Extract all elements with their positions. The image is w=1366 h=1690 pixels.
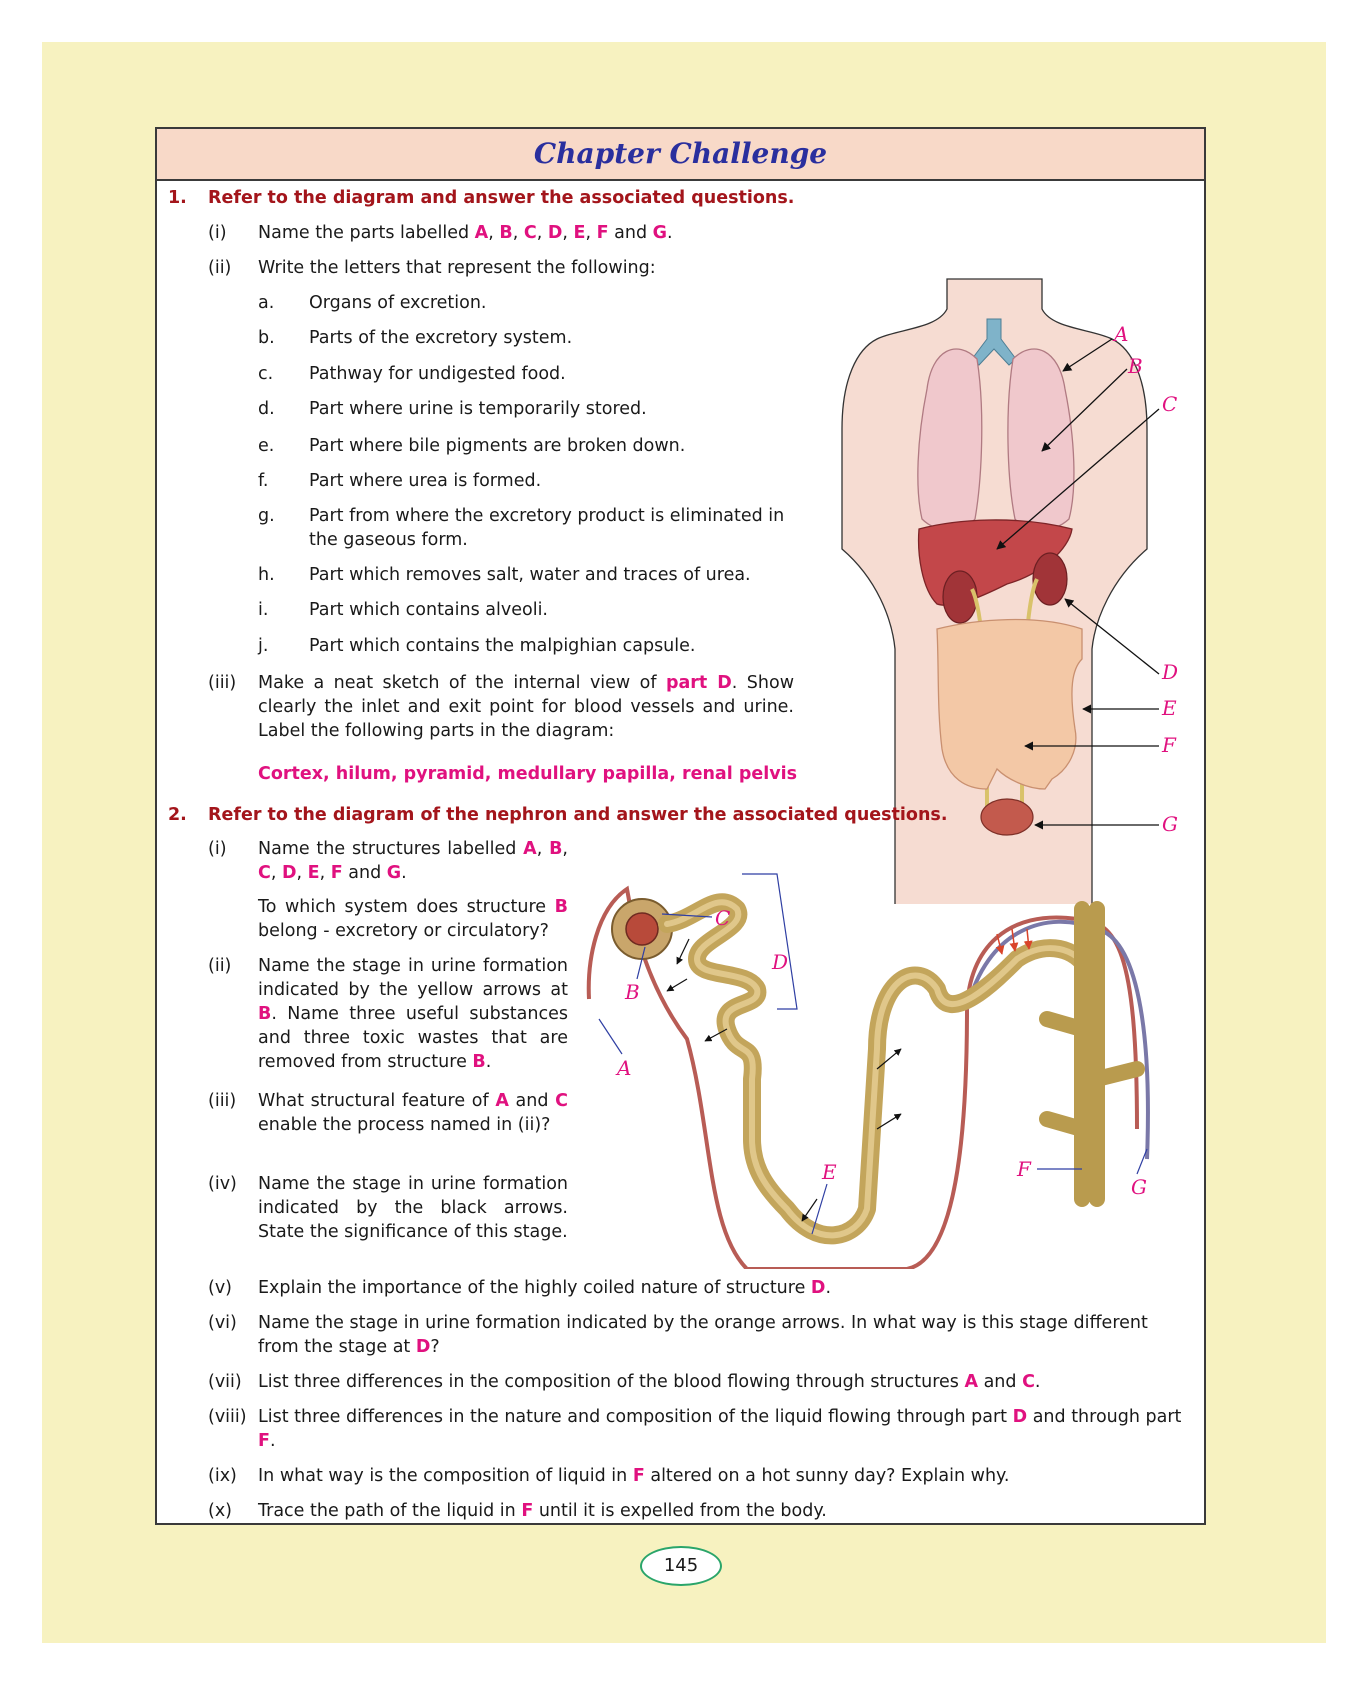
sub-item-letter: i. bbox=[258, 600, 269, 620]
left-kidney bbox=[943, 571, 977, 623]
page-title: Chapter Challenge bbox=[533, 137, 828, 170]
sub-item-letter: e. bbox=[258, 436, 275, 456]
sub-item-text: Part from where the excretory product is eliminated in the gaseous form. bbox=[309, 506, 785, 550]
q2-viii-text: List three differences in the nature and composition of the liquid flowing through part D and through part F. bbox=[258, 1407, 1182, 1451]
body-label-a: A bbox=[1114, 322, 1129, 346]
black-arrow bbox=[802, 1199, 817, 1221]
q2-ix-number: (ix) bbox=[208, 1466, 237, 1486]
q2-i-followup: To which system does structure B belong - excretory or circulatory? bbox=[258, 897, 568, 941]
sub-item-letter: a. bbox=[258, 293, 275, 313]
nephron-label-c: C bbox=[715, 906, 731, 930]
q2-ii-text: Name the stage in urine formation indicated by the yellow arrows at B. Name three useful substances and three toxic wastes that are removed from structure B. bbox=[258, 956, 568, 1072]
nephron-pointer-a bbox=[599, 1019, 622, 1054]
sub-item-text: Part where urine is temporarily stored. bbox=[309, 399, 647, 419]
nephron-label-b: B bbox=[625, 980, 640, 1004]
body-label-f: F bbox=[1162, 733, 1176, 757]
black-arrow bbox=[667, 979, 687, 991]
q1-number: 1. bbox=[168, 188, 187, 208]
nephron-label-f: F bbox=[1017, 1157, 1031, 1181]
q2-viii-number: (viii) bbox=[208, 1407, 247, 1427]
q2-i-text: Name the structures labelled A, B, C, D, E, F and G. bbox=[258, 839, 568, 883]
q2-iv-number: (iv) bbox=[208, 1174, 237, 1194]
body-label-e: E bbox=[1162, 696, 1177, 720]
q2-v-number: (v) bbox=[208, 1278, 233, 1298]
body-label-g: G bbox=[1162, 812, 1178, 836]
chapter-challenge-box bbox=[155, 127, 1206, 1525]
sub-item-letter: j. bbox=[258, 636, 269, 656]
q1-prompt: Refer to the diagram and answer the associated questions. bbox=[208, 188, 795, 208]
sub-item-text: Parts of the excretory system. bbox=[309, 328, 573, 348]
sub-item-text: Part which contains the malpighian capsule. bbox=[309, 636, 696, 656]
sub-item-text: Part which contains alveoli. bbox=[309, 600, 548, 620]
q2-ii-number: (ii) bbox=[208, 956, 232, 976]
q2-iv-text: Name the stage in urine formation indicated by the black arrows. State the significance of this stage. bbox=[258, 1174, 568, 1242]
q2-number: 2. bbox=[168, 805, 187, 825]
sub-item-letter: g. bbox=[258, 506, 275, 526]
sub-item-letter: f. bbox=[258, 471, 269, 491]
orange-arrow bbox=[1012, 929, 1015, 951]
q2-vi-number: (vi) bbox=[208, 1313, 237, 1333]
sub-item-text: Organs of excretion. bbox=[309, 293, 487, 313]
nephron-label-g: G bbox=[1131, 1175, 1147, 1199]
q2-x-text: Trace the path of the liquid in F until it is expelled from the body. bbox=[258, 1501, 827, 1521]
q2-v-text: Explain the importance of the highly coiled nature of structure D. bbox=[258, 1278, 832, 1298]
body-label-b: B bbox=[1128, 354, 1143, 378]
q2-vi-text: Name the stage in urine formation indicated by the orange arrows. In what way is this stage different from the stage at D? bbox=[258, 1313, 1148, 1357]
excretory-system-diagram bbox=[837, 189, 1207, 904]
nephron-pointer-g bbox=[1137, 1149, 1147, 1174]
q1-i-text: Name the parts labelled A, B, C, D, E, F and G. bbox=[258, 223, 673, 243]
sub-item-letter: b. bbox=[258, 328, 275, 348]
q2-prompt: Refer to the diagram of the nephron and answer the associated questions. bbox=[208, 805, 948, 825]
nephron-diagram bbox=[577, 829, 1177, 1269]
sub-item-letter: c. bbox=[258, 364, 274, 384]
title-bar bbox=[157, 129, 1204, 181]
q1-ii-number: (ii) bbox=[208, 258, 232, 278]
sub-item-text: Pathway for undigested food. bbox=[309, 364, 566, 384]
q2-vii-text: List three differences in the composition of the blood flowing through structures A and C. bbox=[258, 1372, 1041, 1392]
page-number: 145 bbox=[640, 1546, 722, 1586]
q2-i-number: (i) bbox=[208, 839, 227, 859]
sub-item-letter: d. bbox=[258, 399, 275, 419]
sub-item-text: Part which removes salt, water and traces of urea. bbox=[309, 565, 751, 585]
body-label-c: C bbox=[1162, 392, 1178, 416]
q1-iii-parts-list: Cortex, hilum, pyramid, medullary papilla, renal pelvis bbox=[258, 764, 798, 784]
large-intestine bbox=[937, 620, 1082, 789]
q1-ii-text: Write the letters that represent the following: bbox=[258, 258, 656, 278]
nephron-label-d: D bbox=[772, 950, 789, 974]
nephron-label-e: E bbox=[822, 1160, 837, 1184]
q1-i-number: (i) bbox=[208, 223, 227, 243]
q2-iii-text: What structural feature of A and C enable the process named in (ii)? bbox=[258, 1091, 568, 1135]
q1-iii-text: Make a neat sketch of the internal view of part D. Show clearly the inlet and exit point for blood vessels and urine. Label the following parts in the diagram: bbox=[258, 673, 795, 741]
right-kidney bbox=[1033, 553, 1067, 605]
q2-x-number: (x) bbox=[208, 1501, 233, 1521]
q1-iii-number: (iii) bbox=[208, 673, 237, 693]
q2-iii-number: (iii) bbox=[208, 1091, 237, 1111]
body-label-d: D bbox=[1162, 660, 1179, 684]
sub-item-text: Part where urea is formed. bbox=[309, 471, 542, 491]
q2-ix-text: In what way is the composition of liquid in F altered on a hot sunny day? Explain why. bbox=[258, 1466, 1010, 1486]
black-arrow bbox=[677, 939, 689, 964]
sub-item-letter: h. bbox=[258, 565, 275, 585]
q2-vii-number: (vii) bbox=[208, 1372, 242, 1392]
nephron-label-a: A bbox=[617, 1056, 632, 1080]
glomerulus bbox=[626, 913, 658, 945]
sub-item-text: Part where bile pigments are broken down. bbox=[309, 436, 686, 456]
